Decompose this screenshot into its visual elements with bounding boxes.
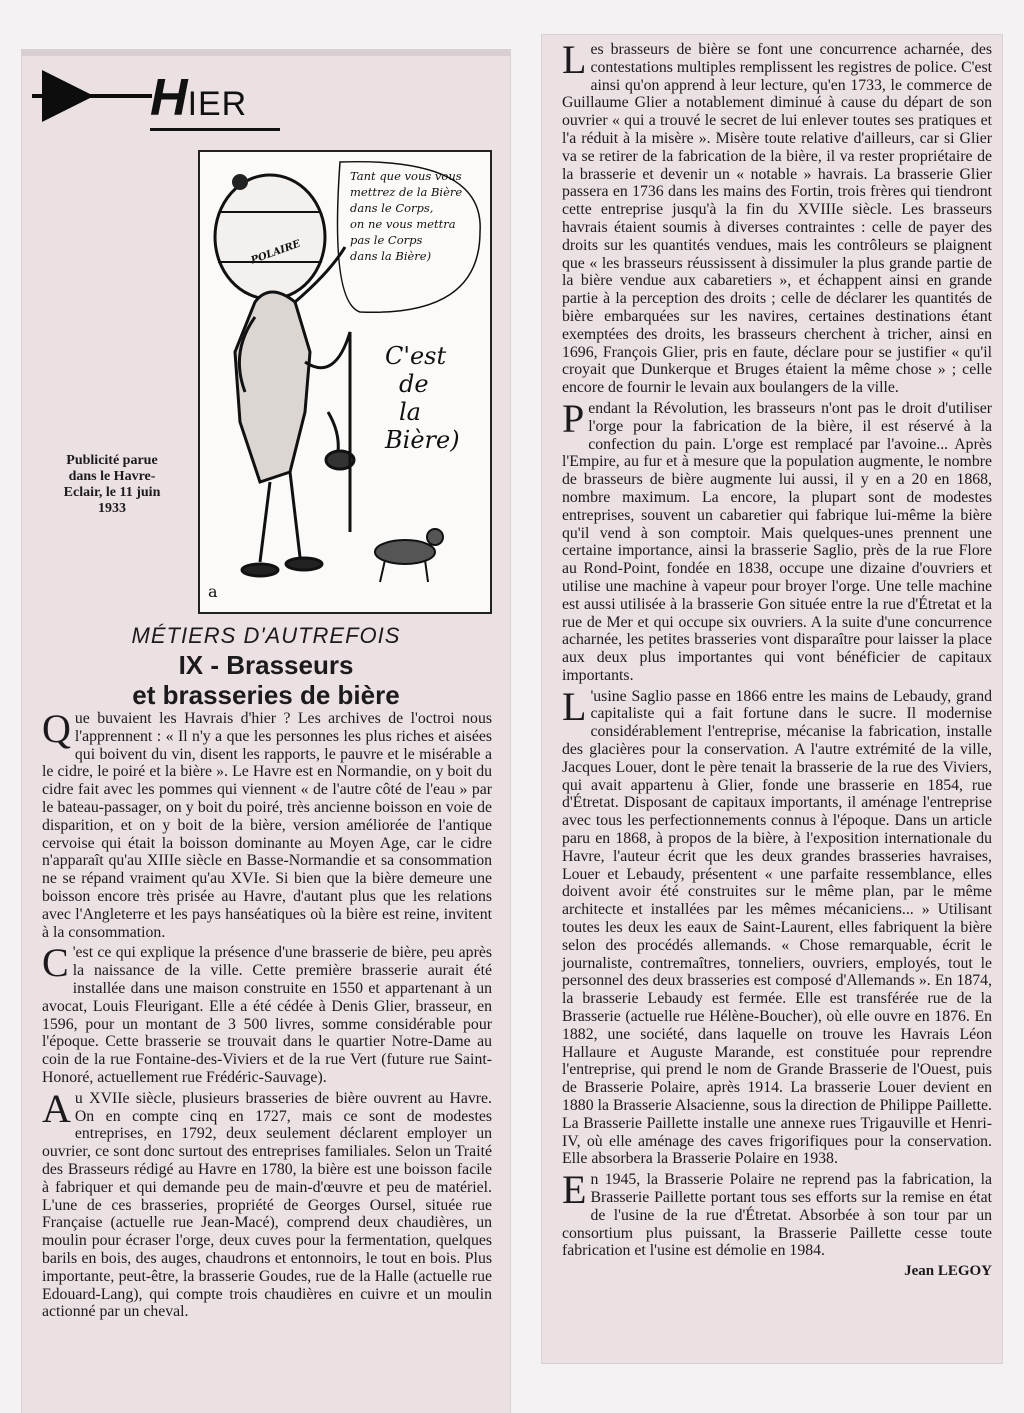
barrel-label: POLAIRE bbox=[249, 238, 302, 267]
slogan-line: C'est bbox=[385, 342, 447, 370]
section-title-rest: IER bbox=[187, 85, 248, 123]
section-header bbox=[32, 58, 332, 128]
byline: Jean LEGOY bbox=[904, 1263, 992, 1280]
speech-line: pas le Corps bbox=[350, 233, 423, 247]
paragraph-text: endant la Révolution, les brasseurs n'ont pas le droit d'utiliser l'orge pour la fabrication de la bière, il est réservé à la confection du pain. L'orge est remplacé par l'avoine... Après l'Empire, au fur et à mesure que la population augmente, le nombre de brasseurs de bière augmente lui aussi, il y en a 20 en 1868, nombre maximum. La encore, la plupart sont de modestes entreprises, souvent un cabaretier qui fabrique lui-même la bière qu'il vend à son comptoir. Mais quelques-unes prennent une certaine importance, ainsi la brasserie Saglio, près de la rue Flore au Rond-Point, fondée en 1838, occupe une dizaine d'ouvriers et utilise une machine à vapeur pour broyer l'orge. Une telle machine est aussi utilisée à la brasserie Gon située entre la rue d'Étretat et la rue de Mer et qui occupe six ouvriers. A la suite d'une concurrence acharnée, les petites brasseries vont disparaître pour laisser la place aux deux plus importantes qui vont bénéficier de capitaux importants. bbox=[562, 399, 992, 684]
title-line: et brasseries de bière bbox=[132, 680, 400, 710]
slogan-line: la bbox=[399, 398, 421, 426]
speech-text bbox=[350, 168, 480, 264]
clipping-edge bbox=[22, 50, 510, 56]
paragraph-text: 'est ce qui explique la présence d'une brasserie de bière, peu après la naissance de la ville. Cette première brasserie aurait été installée dans une maison construite en 1550 et appartenant à un avocat, Louis Fleurigant. Elle a été cédée à Denis Glier, brasseur, en 1596, pour un montant de 3 500 livres, somme considérable pour l'époque. Cette brasserie se trouvait dans le quartier Notre-Dame au coin de la rue Fontaine-des-Viviers et de la rue Vert (future rue Saint-Honoré, actuellement rue Frédéric-Sauvage). bbox=[42, 944, 492, 1086]
beer-advertisement-illustration bbox=[198, 150, 492, 614]
right-clipping bbox=[542, 35, 1002, 1363]
speech-line: Tant que vous vous bbox=[350, 169, 462, 183]
paragraph bbox=[562, 37, 992, 397]
paragraph bbox=[42, 706, 492, 941]
paragraph bbox=[42, 940, 492, 1086]
rubric: MÉTIERS D'AUTREFOIS bbox=[131, 623, 401, 648]
right-article-body bbox=[562, 37, 992, 1281]
corner-letter: a bbox=[208, 582, 218, 601]
dog-icon bbox=[375, 529, 443, 582]
title-line: IX - Brasseurs bbox=[178, 650, 354, 680]
speech-line: mettrez de la Bière bbox=[350, 185, 463, 199]
slogan-text bbox=[385, 342, 460, 454]
drop-cap: P bbox=[562, 395, 585, 441]
drop-cap: Q bbox=[42, 706, 71, 751]
drop-cap: L bbox=[562, 37, 587, 82]
left-clipping bbox=[22, 50, 510, 1413]
paragraph-text: ue buvaient les Havrais d'hier ? Les archives de l'octroi nous l'apprennent : « Il n'y a que les personnes les plus riches et aisées qui boivent du vin, disent les rapports, le pauvre et le misérable a le cidre, le poiré et la bière ». Le Havre est en Normandie, on y boit du cidre fait avec les pommes qui viennent « de l'autre côté de l'eau » par le bateau-passager, on y boit du poiré, très ancienne boisson en voie de disparition, et on y boit de la bière, version améliorée de l'antique cervoise qui était la boisson dominante au Moyen Age, car le cidre n'apparaît qu'au XIIIe siècle en Basse-Normandie et sa consommation ne se répand vraiment qu'au XVIe. Si bien que la bière demeure une boisson encore très prisée au Havre, d'autant plus que les relations avec l'Angleterre et les pays hanséatiques où la bière est reine, invitent à la consommation. bbox=[42, 710, 492, 941]
section-underline bbox=[150, 128, 280, 131]
illustration-caption: Publicité parue dans le Havre-Eclair, le 11 juin 1933 bbox=[63, 453, 161, 516]
drop-cap: E bbox=[562, 1167, 587, 1213]
paragraph-text: u XVIIe siècle, plusieurs brasseries de bière ouvrent au Havre. On en compte cinq en 1727, mais ce sont de modestes entreprises, en 1792, deux seulement déclarent employer un ouvrier, ce sont donc surtout des entreprises familiales. Selon un Traité des Brasseurs rédigé au Havre en 1780, la bière est une boisson facile à fabriquer et qui demande peu de main-d'œuvre et peu de matériel. L'une de ces brasseries, propriété de Georges Oursel, située rue Française (actuelle rue Jean-Macé), comprend deux chaudières, un moulin pour écraser l'orge, deux cuves pour la fermentation, quelques barils en bois, des auges, chaudrons et entonnoirs, le tout en bois. Plus importante, peut-être, la brasserie Goudes, rue de la Halle (actuelle rue Edouard-Lang), qui compte trois chaudières en cuivre et un moulin actionné par un cheval. bbox=[42, 1089, 492, 1321]
paragraph-text: 'usine Saglio passe en 1866 entre les mains de Lebaudy, grand capitaliste qui a fait fortune dans le sucre. Il modernise considérablement l'entreprise, mécanise la fabrication, installe des glacières pour la conservation. A l'autre extrémité de la ville, Jacques Louer, dont le père tenait la brasserie de la rue des Viviers, qui avait appartenu à Glier, fonde une brasserie en 1854, rue d'Étretat. Disposant de capitaux importants, il aménage l'entreprise avec tous les perfectionnements connus à l'époque. Dans un article paru en 1868, à propos de la bière, à l'exposition internationale du Havre, l'auteur écrit que les deux grandes brasseries havraises, Louer et Lebaudy, présentent « une parfaite ressemblance, elles doivent avoir été construites sur le même plan, par le même architecte et installées par les mêmes mécaniciens... » Utilisant toutes les deux les eaux de Saint-Laurent, elles fabriquent la bière selon des procédés allemands. « Chose remarquable, écrit le journaliste, contremaîtres, tonneliers, ouvriers, employés, tout le personnel des deux brasseries est composé d'Allemands ». En 1874, la brasserie Lebaudy est fermée. Elle est transférée rue de la Brasserie (actuelle rue Hélène-Boucher), où elle ouvre en 1876. En 1882, une société, dans laquelle on trouve les Havrais Léon Hallaure et Auguste Marande, est constituée pour reprendre l'entreprise, qui prend le nom de Grande Brasserie de l'Ouest, puis de Brasserie Polaire, après 1914. La brasserie Louer devient en 1880 la Brasserie Alsacienne, sous la direction de Philippe Paillette. La Brasserie Paillette installe une annexe rues Trigauville et Henri-IV, où elle aménage des caves frigorifiques pour la conservation. Elle absorbera la Brasserie Polaire en 1938. bbox=[562, 687, 992, 1168]
speech-line: dans la Bière) bbox=[350, 249, 432, 263]
slogan-line: Bière) bbox=[385, 426, 460, 454]
paragraph bbox=[562, 1167, 992, 1260]
drop-cap: L bbox=[562, 683, 587, 729]
drop-cap: C bbox=[42, 940, 69, 986]
speech-line: on ne vous mettra bbox=[350, 217, 456, 231]
paragraph bbox=[562, 395, 992, 685]
article-title bbox=[22, 650, 510, 710]
paragraph bbox=[562, 683, 992, 1169]
left-article-body bbox=[42, 706, 492, 1324]
paragraph bbox=[42, 1085, 492, 1321]
speech-line: dans le Corps, bbox=[350, 201, 434, 215]
slogan-line: de bbox=[399, 370, 429, 398]
paragraph-text: es brasseurs de bière se font une concurrence acharnée, des contestations multiples remplissent les registres de police. C'est ainsi qu'on apprend à leur lecture, qu'en 1733, le commerce de Guillaume Glier a notablement diminué à cause du départ de son ouvrier « qui a trouvé le secret de lui enlever toutes ses pratiques et l'a réduit à la misère ». Misère toute relative d'ailleurs, car si Glier va se retirer de la fabrication de la bière, il va rester propriétaire de la brasserie et devenir un « notable » havrais. La brasserie Glier passera en 1736 dans les mains des Fortin, trois frères qui tiendront cette entreprise jusqu'à la fin du XVIIIe siècle. Les brasseurs havrais étaient soumis à diverses contraintes : celle de payer des droits sur les quantités vendues, mais les contrôleurs se plaignent que « les brasseurs réussissent à dissimuler la plus grande partie de la bière vendue aux cabaretiers », et échappent ainsi en grande partie à la perception des droits ; celle de déclarer les quantités de bière embarquées sur les navires, certaines destinations étant exemptées des droits, les brasseurs cherchent à tricher, ainsi en 1696, François Glier, pris en faute, déclare pour se justifier « qu'il croyait que Dunkerque et Bruges étaient la même chose » ; celle encore de fournir le levain aux boulangers de la ville. bbox=[562, 41, 992, 397]
arrow-icon bbox=[42, 70, 94, 122]
barrel-icon bbox=[215, 174, 325, 299]
section-title-initial: H bbox=[150, 69, 188, 127]
section-title bbox=[150, 69, 248, 130]
paragraph-text: n 1945, la Brasserie Polaire ne reprend pas la fabrication, la Brasserie Paillette portant tous ses efforts sur la remise en état de l'usine de la rue d'Étretat. Absorbée à son tour par un consortium plus puissant, la Brasserie Paillette cesse toute fabrication et l'usine est démolie en 1984. bbox=[562, 1171, 992, 1260]
drop-cap: A bbox=[42, 1085, 71, 1131]
